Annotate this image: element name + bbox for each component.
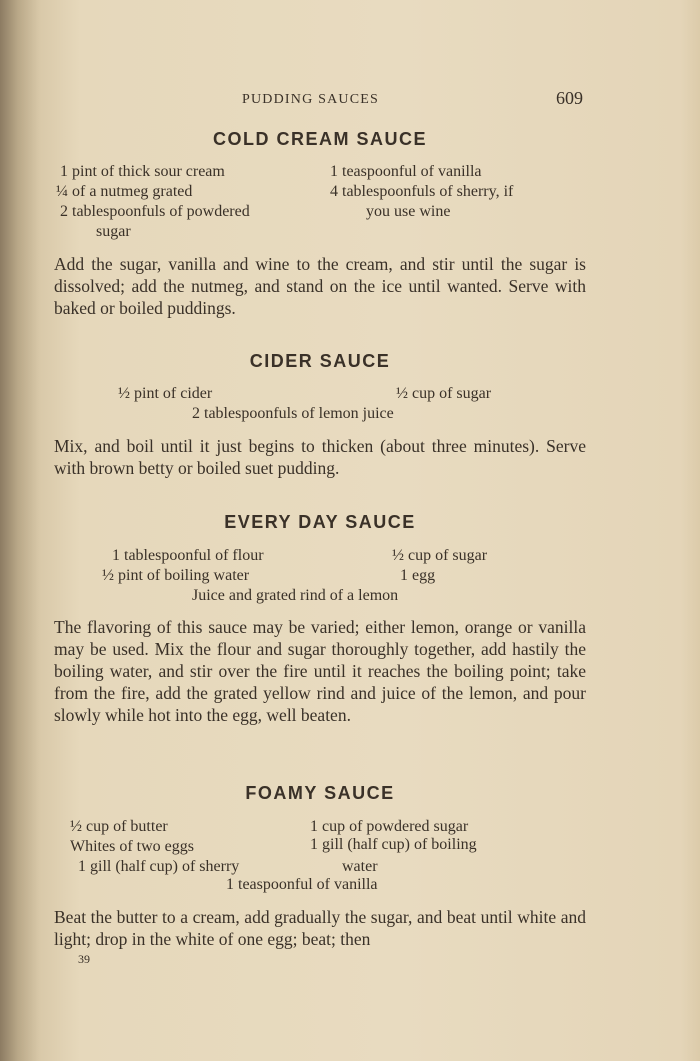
ingredient: Juice and grated rind of a lemon bbox=[192, 587, 399, 604]
ingredient: 1 cup of powdered sugar bbox=[310, 818, 469, 835]
directions-paragraph: Add the sugar, vanilla and wine to the cream, and stir until the sugar is dissolved; add the nutmeg, and stand on the ice until wanted. Serve with baked or boiled puddings. bbox=[54, 254, 586, 318]
ingredient: sugar bbox=[96, 223, 131, 240]
ingredient: 1 gill (half cup) of sherry bbox=[78, 858, 240, 875]
ingredient: ¼ of a nutmeg grated bbox=[56, 183, 193, 200]
ingredient: water bbox=[342, 858, 378, 875]
signature-mark: 39 bbox=[78, 952, 90, 966]
ingredient: ½ cup of sugar bbox=[392, 547, 488, 564]
page-number: 609 bbox=[556, 88, 583, 108]
section-title-cider-sauce: CIDER SAUCE bbox=[249, 351, 391, 371]
ingredient: ½ cup of butter bbox=[70, 818, 168, 835]
directions-paragraph: The flavoring of this sauce may be varied; either lemon, orange or vanilla may be used. Mix the flour and sugar thoroughly together, add hastily the boiling water, and stir over the fire until it reaches the boiling point; take from the fire, add the grated yellow rind and juice of the lemon, and pour slowly while hot into the egg, well beaten. bbox=[54, 617, 586, 725]
page-header bbox=[0, 88, 700, 110]
section-title-foamy-sauce: FOAMY SAUCE bbox=[245, 783, 395, 803]
ingredient: 4 tablespoonfuls of sherry, if bbox=[330, 183, 514, 200]
running-head: PUDDING SAUCES bbox=[242, 92, 379, 107]
ingredient: 1 tablespoonful of flour bbox=[112, 547, 264, 564]
ingredient: you use wine bbox=[366, 203, 451, 220]
section-title-cold-cream-sauce: COLD CREAM SAUCE bbox=[212, 129, 427, 149]
ingredient: 2 tablespoonfuls of powdered bbox=[60, 203, 250, 220]
ingredient: Whites of two eggs bbox=[70, 838, 194, 855]
directions-paragraph: Mix, and boil until it just begins to thicken (about three minutes). Serve with brown betty or boiled suet pudding. bbox=[54, 436, 586, 478]
ingredient: 1 pint of thick sour cream bbox=[60, 163, 225, 180]
ingredient: 1 teaspoonful of vanilla bbox=[226, 876, 378, 893]
directions-paragraph: Beat the butter to a cream, add gradually the sugar, and beat until white and light; drop in the white of one egg; beat; then bbox=[54, 907, 586, 949]
ingredient: ½ cup of sugar bbox=[396, 385, 492, 402]
ingredient: 1 gill (half cup) of boiling bbox=[310, 836, 477, 853]
ingredient: 1 teaspoonful of vanilla bbox=[330, 163, 482, 180]
ingredient: 2 tablespoonfuls of lemon juice bbox=[192, 405, 394, 422]
ingredient: 1 egg bbox=[400, 567, 436, 584]
section-title-every-day-sauce: EVERY DAY SAUCE bbox=[224, 512, 416, 532]
ingredient: ½ pint of boiling water bbox=[102, 567, 250, 584]
ingredient: ½ pint of cider bbox=[118, 385, 213, 402]
